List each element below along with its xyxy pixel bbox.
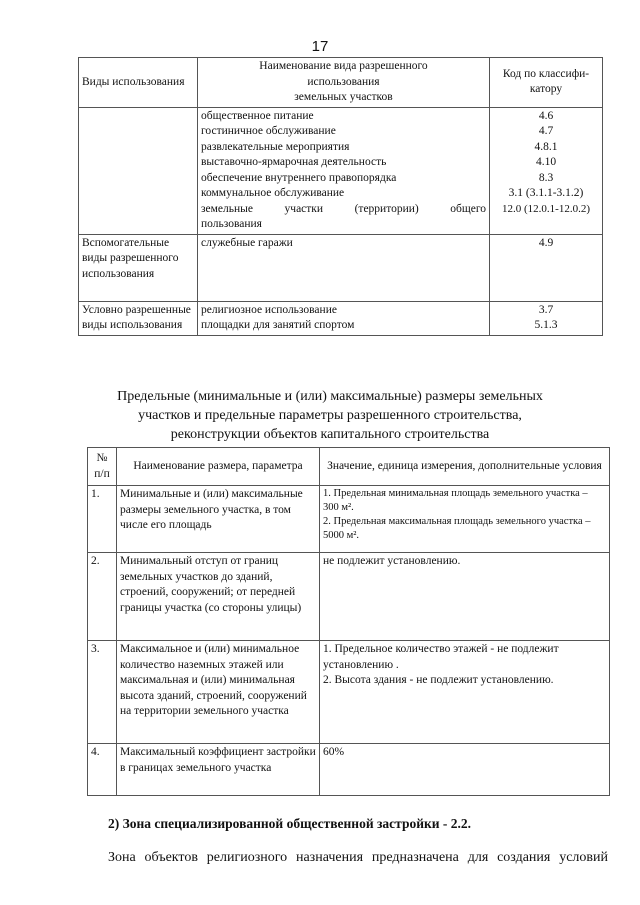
table-row-main-uses xyxy=(79,107,603,234)
row-value xyxy=(320,744,610,796)
header-num: № п/п xyxy=(88,448,117,486)
use-code: 8.3 xyxy=(538,171,554,184)
main-uses-label xyxy=(79,107,198,234)
value-line: 2. Предельная максимальная площадь земельного участка – 5000 м². xyxy=(323,516,591,541)
use-code: 3.1 (3.1.1-3.1.2) xyxy=(508,187,584,199)
use-name: служебные гаражи xyxy=(198,234,490,301)
conditional-label: Условно разрешенные виды использования xyxy=(79,301,198,335)
limits-table xyxy=(87,447,610,796)
use-code: 4.7 xyxy=(538,125,554,137)
table-row xyxy=(88,641,610,744)
use-code: 4.6 xyxy=(538,109,554,122)
row-param-name: Минимальный отступ от границ земельных участков до зданий, строений, сооружений; от передней границы участка (со стороны улицы) xyxy=(117,553,320,641)
table-row-auxiliary xyxy=(79,234,603,301)
conditional-names xyxy=(198,301,490,335)
use-name: религиозное использование xyxy=(201,303,337,316)
use-code: 4.10 xyxy=(535,156,557,168)
row-num: 1. xyxy=(88,486,117,553)
value-line: 60% xyxy=(323,746,345,758)
use-name: обеспечение внутреннего правопорядка xyxy=(201,171,397,184)
header-name-line: Наименование вида разрешенного xyxy=(259,60,428,72)
header-name xyxy=(198,58,490,108)
row-param-name: Максимальное и (или) минимальное количество наземных этажей или максимальная и (или) минимальная высота зданий, строений, сооружений на территории земельного участка xyxy=(117,641,320,744)
use-name: выставочно-ярмарочная деятельность xyxy=(201,156,387,168)
main-uses-names xyxy=(198,107,490,234)
value-line: 1. Предельная минимальная площадь земельного участка – 300 м². xyxy=(323,488,588,513)
row-param-name: Максимальный коэффициент застройки в границах земельного участка xyxy=(117,744,320,796)
permitted-uses-table xyxy=(78,57,603,336)
auxiliary-label: Вспомогательные виды разрешенного использования xyxy=(79,234,198,301)
header-name-line: использования xyxy=(307,75,380,88)
conditional-codes xyxy=(490,301,603,335)
use-code: 3.7 xyxy=(538,303,554,316)
row-value xyxy=(320,553,610,641)
header-value: Значение, единица измерения, дополнительные условия xyxy=(320,448,610,486)
use-code: 12.0 (12.0.1-12.0.2) xyxy=(502,202,590,215)
use-name: площадки для занятий спортом xyxy=(201,319,355,331)
header-uses: Виды использования xyxy=(79,58,198,108)
table-header-row xyxy=(88,448,610,486)
use-code: 4.8.1 xyxy=(534,140,558,153)
main-uses-codes xyxy=(490,107,603,234)
value-line: 1. Предельное количество этажей - не подлежит установлению . xyxy=(323,643,559,671)
row-num: 2. xyxy=(88,553,117,641)
value-line: не подлежит установлению. xyxy=(323,555,461,567)
table-row xyxy=(88,744,610,796)
use-code: 4.9 xyxy=(490,234,603,301)
use-name: развлекательные мероприятия xyxy=(201,140,350,153)
limits-heading: Предельные (минимальные и (или) максимальные) размеры земельных участков и предельные параметры разрешенного строительства, реконструкции объектов капитального строительства xyxy=(117,389,543,442)
use-name: гостиничное обслуживание xyxy=(201,125,336,137)
row-value xyxy=(320,486,610,553)
row-num: 4. xyxy=(88,744,117,796)
header-code: Код по классифи-катору xyxy=(490,58,603,108)
row-value xyxy=(320,641,610,744)
use-name: земельные участки (территории) общего пользования xyxy=(201,202,486,230)
table-row-conditional xyxy=(79,301,603,335)
value-line: 2. Высота здания - не подлежит установлению. xyxy=(323,674,554,686)
body-text: Зона объектов религиозного назначения предназначена для создания условий xyxy=(108,850,608,865)
section-heading: 2) Зона специализированной общественной застройки - 2.2. xyxy=(108,816,472,831)
use-code: 5.1.3 xyxy=(534,319,558,331)
use-name: коммунальное обслуживание xyxy=(201,187,345,199)
use-name: общественное питание xyxy=(201,109,314,122)
header-name-line: земельных участков xyxy=(294,91,393,103)
table-row xyxy=(88,486,610,553)
page-number: 17 xyxy=(311,38,329,55)
row-num: 3. xyxy=(88,641,117,744)
table-row xyxy=(88,553,610,641)
row-param-name: Минимальные и (или) максимальные размеры земельного участка, в том числе его площадь xyxy=(117,486,320,553)
table-header-row xyxy=(79,58,603,108)
header-param-name: Наименование размера, параметра xyxy=(117,448,320,486)
